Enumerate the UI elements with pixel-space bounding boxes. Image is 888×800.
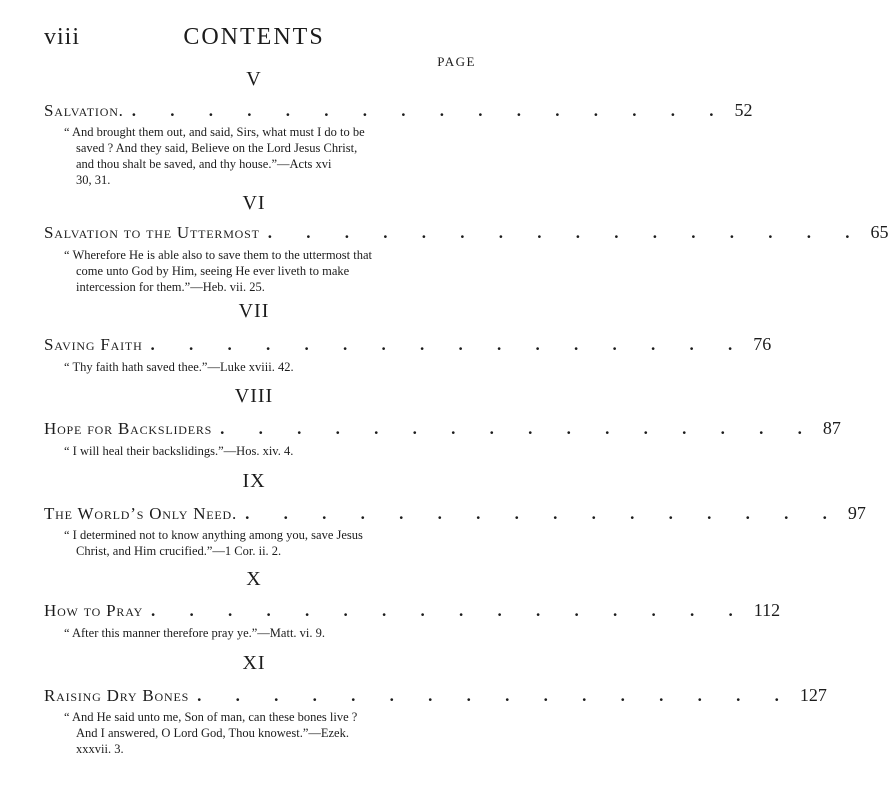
section-numeral: V: [246, 68, 262, 90]
page-number: 97: [847, 503, 866, 523]
epigraph-line: and thou shalt be saved, and thy house.”—Acts xvi: [76, 157, 332, 171]
epigraph-line: “ I determined not to know anything among you, save Jesus: [64, 528, 363, 542]
dot-leader: . . . . . . . . . . . . . . . .: [131, 101, 729, 120]
toc-entry[interactable]: [44, 503, 866, 524]
toc-entry[interactable]: [44, 685, 827, 706]
epigraph-line: “ After this manner therefore pray ye.”—Matt. vi. 9.: [64, 626, 326, 640]
chapter-title: The World’s Only Need.: [44, 504, 238, 523]
epigraph-line: Christ, and Him crucified.”—1 Cor. ii. 2.: [76, 544, 282, 558]
page-title: CONTENTS: [183, 24, 325, 50]
chapter-title: Salvation to the Uttermost: [44, 223, 260, 242]
section-numeral: IX: [242, 470, 266, 492]
toc-entry[interactable]: [44, 600, 781, 621]
toc-entry[interactable]: [44, 222, 888, 243]
page-folio: viii: [44, 24, 81, 50]
page-number: 65: [870, 222, 888, 242]
epigraph-line: saved ? And they said, Believe on the Lord Jesus Christ,: [76, 141, 358, 155]
epigraph-line: And I answered, O Lord God, Thou knowest.”—Ezek.: [76, 726, 349, 740]
page-number: 76: [753, 334, 772, 354]
epigraph-line: “ Thy faith hath saved thee.”—Luke xviii. 42.: [64, 360, 294, 374]
chapter-epigraph: [64, 443, 476, 459]
dot-leader: . . . . . . . . . . . . . . . .: [150, 335, 748, 354]
epigraph-line: 30, 31.: [76, 173, 111, 187]
dot-leader: . . . . . . . . . . . . . . . .: [220, 419, 817, 438]
chapter-epigraph: [64, 124, 476, 188]
chapter-epigraph: [64, 625, 476, 641]
page-number: 127: [799, 685, 827, 705]
chapter-epigraph: [64, 359, 476, 375]
chapter-title: Raising Dry Bones: [44, 686, 190, 705]
page-number: 87: [822, 418, 841, 438]
toc-entry[interactable]: [44, 418, 841, 439]
epigraph-line: xxxvii. 3.: [76, 742, 124, 756]
chapter-epigraph: [64, 709, 476, 757]
epigraph-line: “ I will heal their backslidings.”—Hos. xiv. 4.: [64, 444, 294, 458]
epigraph-line: come unto God by Him, seeing He ever liveth to make: [76, 264, 350, 278]
epigraph-line: “ Wherefore He is able also to save them to the uttermost that: [64, 248, 373, 262]
chapter-title: Salvation.: [44, 101, 124, 120]
dot-leader: . . . . . . . . . . . . . . . .: [245, 504, 842, 523]
chapter-title: Saving Faith: [44, 335, 143, 354]
page-number: 112: [753, 600, 781, 620]
page-number: 52: [734, 100, 753, 120]
epigraph-line: intercession for them.”—Heb. vii. 25.: [76, 280, 265, 294]
dot-leader: . . . . . . . . . . . . . . . .: [267, 223, 865, 242]
chapter-title: How to Pray: [44, 601, 144, 620]
section-numeral: VII: [238, 300, 270, 322]
chapter-epigraph: [64, 527, 476, 559]
section-numeral: XI: [242, 652, 266, 674]
dot-leader: . . . . . . . . . . . . . . . .: [151, 601, 748, 620]
section-numeral: X: [246, 568, 262, 590]
toc-entry[interactable]: [44, 334, 772, 355]
epigraph-line: “ And brought them out, and said, Sirs, what must I do to be: [64, 125, 365, 139]
page-column-label: PAGE: [437, 54, 476, 69]
chapter-epigraph: [64, 247, 476, 295]
section-numeral: VI: [242, 192, 266, 214]
toc-entry[interactable]: [44, 100, 753, 121]
chapter-title: Hope for Backsliders: [44, 419, 213, 438]
dot-leader: . . . . . . . . . . . . . . . .: [197, 686, 794, 705]
section-numeral: VIII: [234, 385, 274, 407]
epigraph-line: “ And He said unto me, Son of man, can these bones live ?: [64, 710, 358, 724]
